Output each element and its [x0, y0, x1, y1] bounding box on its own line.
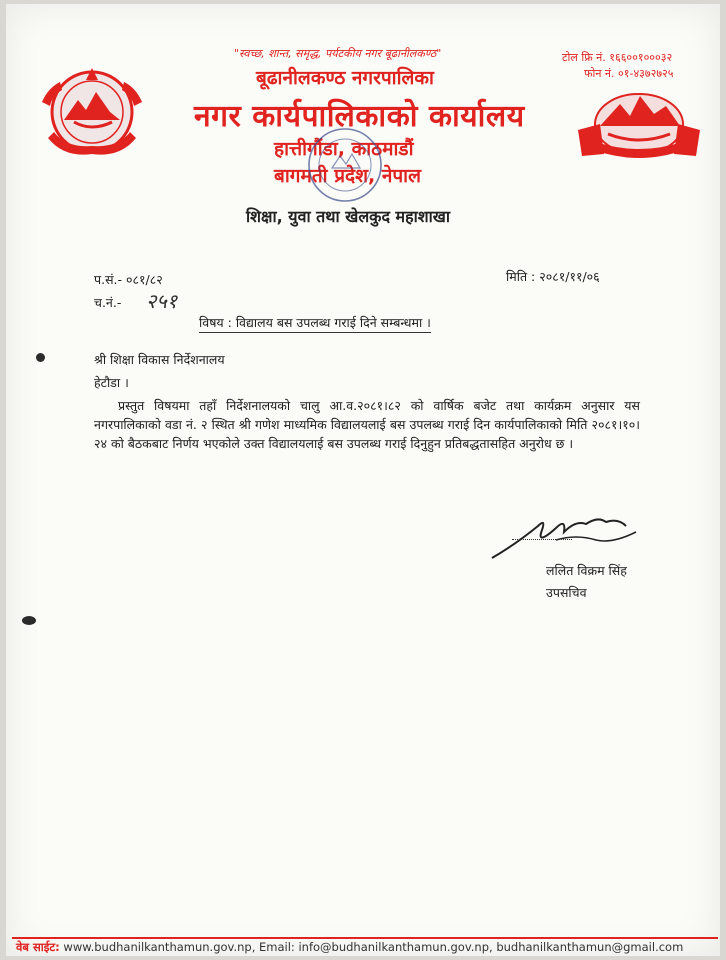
website-link[interactable]: www.budhanilkanthamun.gov.np, [63, 940, 256, 954]
punch-hole-mark [36, 353, 45, 362]
signer-name: ललित विक्रम सिंह [546, 563, 627, 578]
email-link[interactable]: info@budhanilkanthamun.gov.np, budhanilkanthamun@gmail.com [298, 940, 684, 954]
address-line2: बागमती प्रदेश, नेपाल [274, 165, 421, 187]
punch-hole-mark [22, 616, 36, 625]
letter-subject: विषय : विद्यालय बस उपलब्ध गराई दिने सम्बन्धमा । [199, 314, 431, 333]
letter-body: प्रस्तुत विषयमा तहाँ निर्देशनालयको चालु आ.व.२०८१।८२ को वार्षिक बजेट तथा कार्यक्रम अनुसार यस नगरपालिकाको वडा नं. २ स्थित श्री गणेश माध्यमिक विद्यालयलाई बस उपलब्ध गराई दिन कार्यपालिकाको मिति २०८१।१०।२४ को बैठकबाट निर्णय भएकोले उक्त विद्यालयलाई बस उपलब्ध गराई दिनुहुन प्रतिबद्धतासहित अनुरोध छ । [94, 398, 640, 451]
dispatch-label: च.नं.- [94, 295, 122, 310]
reference-number: प.सं.- ०८१/८२ [94, 272, 163, 287]
recipient-name: श्री शिक्षा विकास निर्देशनालय [94, 352, 225, 367]
letter-sheet [6, 4, 720, 956]
branch-name: शिक्षा, युवा तथा खेलकुद महाशाखा [246, 207, 450, 226]
address-line1: हात्तीगौंडा, काठमाडौं [274, 138, 414, 160]
toll-free-phone: टोल फ्रि नं. १६६००१०००३२ [562, 51, 673, 64]
footer-divider [12, 937, 718, 939]
website-label: वेब साईट: [16, 940, 60, 954]
footer-contact [16, 940, 683, 955]
recipient-city: हेटौडा । [94, 375, 129, 390]
nepal-emblem-logo [34, 58, 150, 170]
municipality-motto: "स्वच्छ, शान्त, समृद्ध, पर्यटकीय नगर बूढानीलकण्ठ" [234, 47, 442, 60]
office-name: नगर कार्यपालिकाको कार्यालय [194, 99, 525, 134]
letter-date: मिति : २०८१/११/०६ [506, 269, 600, 284]
signature-dotted-line [512, 539, 572, 540]
office-stamp-seal [302, 124, 388, 206]
email-label: Email: [259, 940, 295, 954]
municipality-name: बूढानीलकण्ठ नगरपालिका [256, 67, 434, 89]
signer-designation: उपसचिव [546, 585, 587, 600]
signature-image [486, 504, 646, 564]
municipality-logo [574, 84, 704, 168]
office-phone: फोन नं. ०१-४३७२७२५ [584, 67, 674, 80]
dispatch-number: २५१ [146, 289, 178, 313]
